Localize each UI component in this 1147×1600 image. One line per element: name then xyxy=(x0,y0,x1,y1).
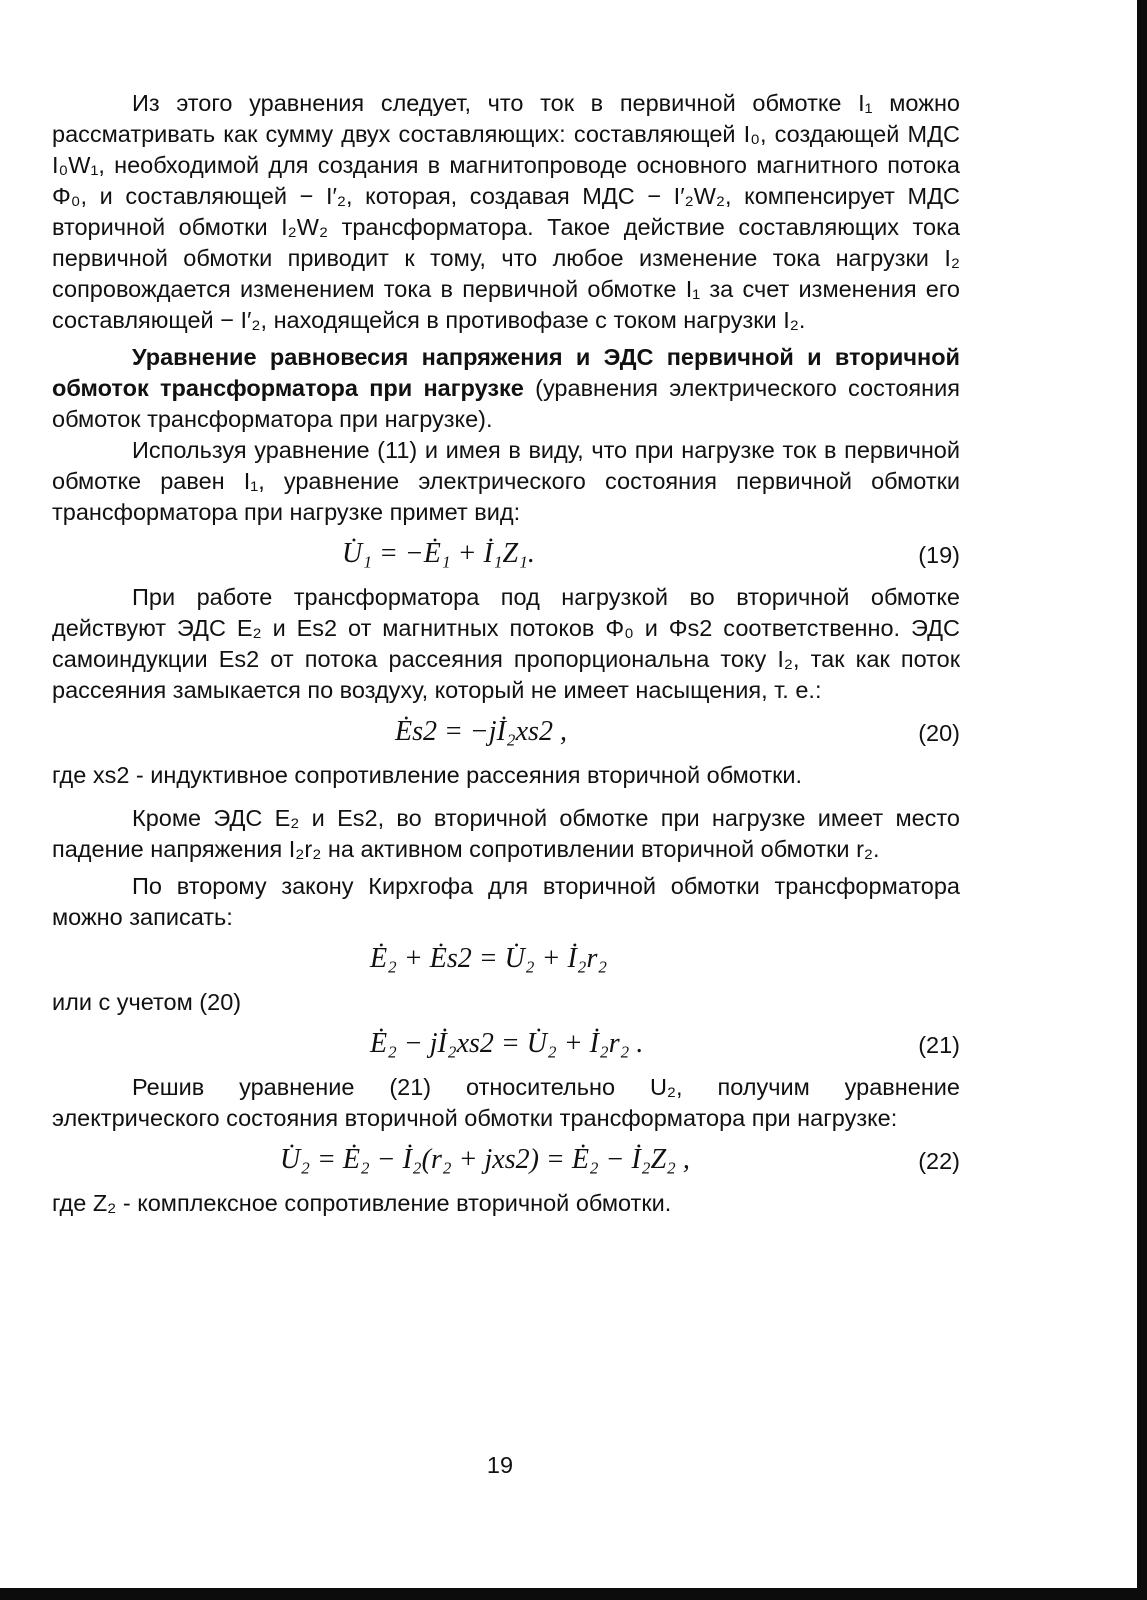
paragraph-6: Кроме ЭДС E₂ и Es2, во вторичной обмотке при нагрузке имеет место падение напряжения I₂r₂ на активном сопротивлении вторичной обмотки r₂. xyxy=(52,805,960,862)
paragraph-2-rest: (уравнения электрического состояния обмоток трансформатора при нагрузке). xyxy=(52,375,960,432)
equation-22-number: (22) xyxy=(918,1148,960,1174)
bold-heading: Уравнение равновесия напряжения и ЭДС первичной и вторичной обмоток трансформатора при нагрузке xyxy=(52,344,960,401)
scan-border-right xyxy=(1137,0,1147,1600)
page-body xyxy=(52,88,960,1219)
equation-19-number: (19) xyxy=(918,542,960,568)
paragraph-8: или с учетом (20) xyxy=(52,989,242,1015)
paragraph-5: где xs2 - индуктивное сопротивление рассеяния вторичной обмотки. xyxy=(52,762,803,788)
paragraph-3: Используя уравнение (11) и имея в виду, что при нагрузке ток в первичной обмотке равен I₁, уравнение электрического состояния первичной обмотки трансформатора при нагрузке примет вид: xyxy=(52,437,960,525)
paragraph-1: Из этого уравнения следует, что ток в первичной обмотке I₁ можно рассматривать как сумму двух составляющих: составляющей I₀, создающей МДС I₀W₁, необходимой для создания в магнитопроводе основного магнитного потока Φ₀, и составляющей − I′₂, которая, создавая МДС − I′₂W₂, компенсирует МДС вторичной обмотки I₂W₂ трансформатора. Такое действие составляющих тока первичной обмотки приводит к тому, что любое изменение тока нагрузки I₂ сопровождается изменением тока в первичной обмотке I₁ за счет изменения его составляющей − I′₂, находящейся в противофазе с током нагрузки I₂. xyxy=(52,90,960,333)
page-number: 19 xyxy=(486,1452,514,1478)
paragraph-2 xyxy=(52,342,960,435)
paragraph-9: Решив уравнение (21) относительно U₂, получим уравнение электрического состояния вторичной обмотки трансформатора при нагрузке: xyxy=(52,1074,960,1131)
equation-19-formula: U̇₁ = −Ė₁ + İ₁Z₁. xyxy=(342,538,535,569)
equation-kirchhoff-formula: Ė₂ + Ės2 = U̇₂ + İ₂r₂ xyxy=(370,943,608,974)
paragraph-7: По второму закону Кирхгофа для вторичной обмотки трансформатора можно записать: xyxy=(52,873,960,930)
equation-21-formula: Ė₂ − jİ₂xs2 = U̇₂ + İ₂r₂ . xyxy=(370,1028,644,1059)
equation-22 xyxy=(52,1138,960,1184)
equation-kirchhoff xyxy=(52,937,960,983)
equation-19 xyxy=(52,532,960,578)
paragraph-10: где Z₂ - комплексное сопротивление вторичной обмотки. xyxy=(52,1190,672,1216)
equation-20-formula: Ės2 = −jİ₂xs2 , xyxy=(395,716,567,747)
equation-20-number: (20) xyxy=(918,720,960,746)
equation-21 xyxy=(52,1022,960,1068)
equation-22-formula: U̇₂ = Ė₂ − İ₂(r₂ + jxs2) = Ė₂ − İ₂Z₂ , xyxy=(280,1144,690,1175)
equation-20 xyxy=(52,710,960,756)
equation-21-number: (21) xyxy=(918,1032,960,1058)
scan-border-bottom xyxy=(0,1588,1147,1600)
paragraph-4: При работе трансформатора под нагрузкой во вторичной обмотке действуют ЭДС E₂ и Es2 от магнитных потоков Φ₀ и Φs2 соответственно. ЭДС самоиндукции Es2 от потока рассеяния пропорциональна току I₂, так как поток рассеяния замыкается по воздуху, который не имеет насыщения, т. е.: xyxy=(52,584,960,703)
